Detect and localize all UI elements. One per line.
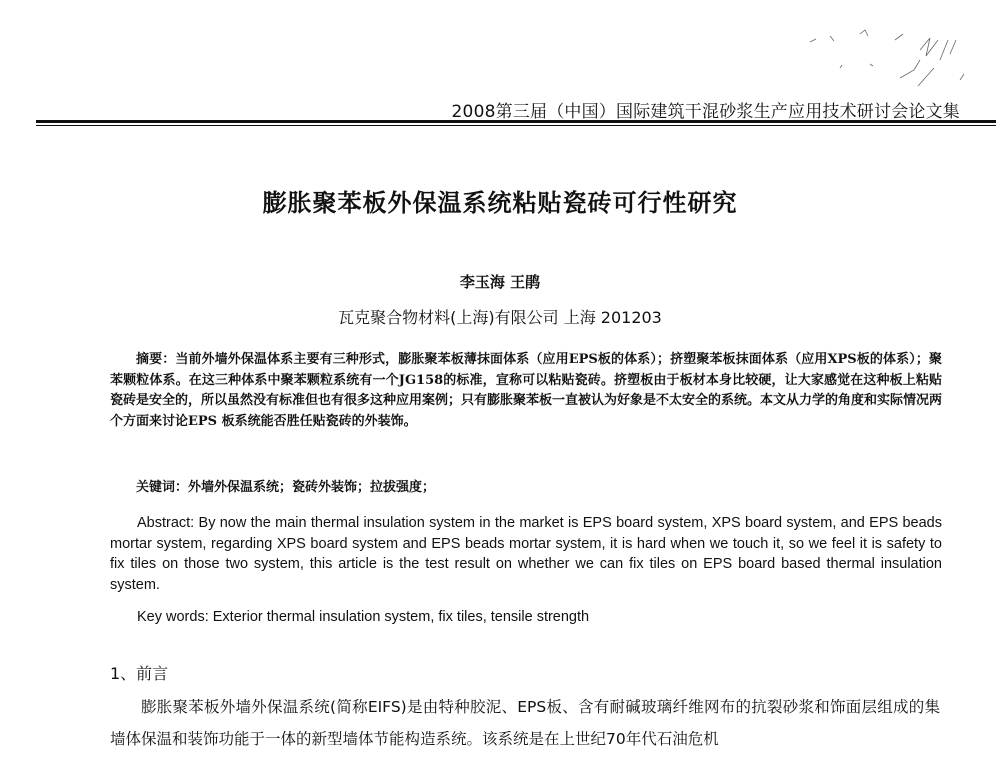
keywords-cn-text: 外墙外保温系统；瓷砖外装饰；拉拔强度； — [188, 480, 436, 495]
header-rule — [36, 120, 996, 126]
handwritten-scribble — [800, 20, 980, 100]
abstract-cn-text: 当前外墙外保温体系主要有三种形式，膨胀聚苯板薄抹面体系（应用EPS板的体系）；挤塑聚苯板抹面体系（应用XPS板的体系）；聚苯颗粒体系。在这三种体系中聚苯颗粒系统有一个JG158的标准，宣称可以粘贴瓷砖。挤塑板由于板材本身比较硬，让大家感觉在这种板上粘贴瓷砖是安全的，所以虽然没有标准但也有很多这种应用案例；只有膨胀聚苯板一直被认为好象是不太安全的系统。本文从力学的角度和实际情况两个方面来讨论EPS 板系统能否胜任贴瓷砖的外装饰。 — [110, 352, 943, 429]
paper-authors: 李玉海 王鹃 — [459, 273, 541, 291]
keywords-cn-label: 关键词： — [136, 480, 189, 495]
running-header: 2008第三届（中国）国际建筑干混砂浆生产应用技术研讨会论文集 — [451, 102, 960, 122]
keywords-en: Key words: Exterior thermal insulation system, fix tiles, tensile strength — [137, 609, 590, 625]
intro-paragraph: 膨胀聚苯板外墙外保温系统(简称EIFS)是由特种胶泥、EPS板、含有耐碱玻璃纤维网布的抗裂砂浆和饰面层组成的集墙体保温和装饰功能于一体的新型墙体节能构造系统。该系统是在上世纪70年代石油危机 — [110, 698, 940, 748]
keywords-cn — [136, 476, 435, 495]
paper-affiliation: 瓦克聚合物材料(上海)有限公司 上海 201203 — [338, 308, 662, 327]
abstract-en: Abstract: By now the main thermal insulation system in the market is EPS board system, XPS board system, and EPS beads mortar system, regarding XPS board system and EPS beads mortar system, it is hard when we touch it, so we feel it is safety to fix tiles on those two system, this article is the test result on whether we can fix tiles on EPS board based thermal insulation system. — [110, 515, 942, 593]
abstract-cn-label: 摘要： — [136, 352, 176, 367]
paper-title: 膨胀聚苯板外保温系统粘贴瓷砖可行性研究 — [262, 189, 738, 217]
section-heading-intro: 1、前言 — [110, 664, 169, 683]
abstract-cn — [110, 350, 942, 432]
